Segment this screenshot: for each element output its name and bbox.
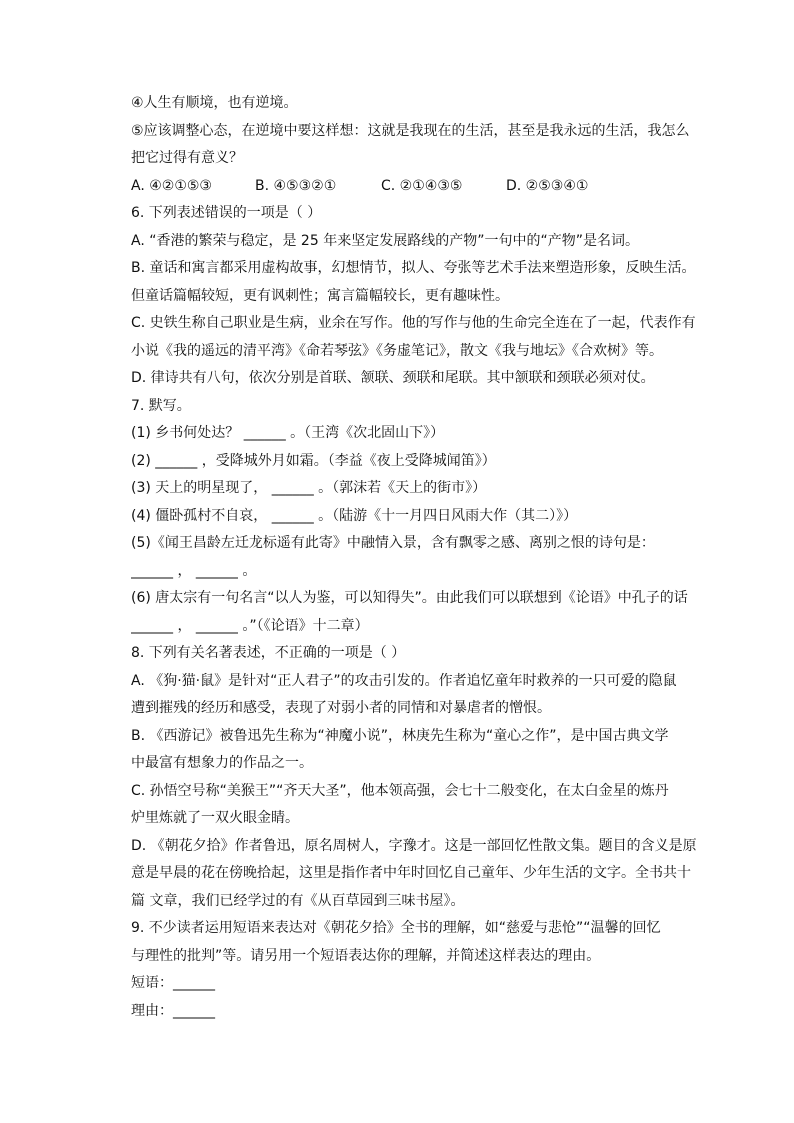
option-c: C. ②①④③⑤	[381, 177, 463, 194]
question-7-stem: 7. 默写。	[131, 397, 191, 414]
question-7-sub-6-line-1: (6) 唐太宗有一句名言“以人为鉴，可以知得失”。由此我们可以联想到《论语》中孔子的话	[131, 590, 688, 606]
question-7-sub-1: (1) 乡书何处达？ ______ 。（王湾《次北固山下》）	[131, 425, 445, 441]
sentence-item-4: ④人生有顺境，也有逆境。	[131, 95, 298, 111]
question-8-option-d-line-1: D. 《朝花夕拾》作者鲁迅，原名周树人，字豫才。这是一部回忆性散文集。题目的含义是原	[131, 837, 697, 854]
question-6-option-c-line-2: 小说《我的遥远的清平湾》《命若琴弦》《务虚笔记》，散文《我与地坛》《合欢树》等。	[131, 342, 663, 359]
question-6-stem: 6. 下列表述错误的一项是（ ）	[131, 205, 322, 221]
question-8-option-d-line-3: 篇 文章，我们已经学过的有《从百草园到三味书屋》。	[131, 892, 465, 909]
sentence-item-5-line-1: ⑤应该调整心态，在逆境中要这样想：这就是我现在的生活，甚至是我永远的生活，我怎么	[131, 122, 690, 139]
question-8-option-b-line-1: B. 《西游记》被鲁迅先生称为“神魔小说”，林庚先生称为“童心之作”，是中国古典文学	[131, 727, 669, 744]
question-9-reason-answer: 理由：______	[131, 1002, 215, 1019]
question-7-sub-5-blanks: ______ ， ______ 。	[131, 562, 257, 579]
question-8-option-b-line-2: 中最富有想象力的作品之一。	[131, 755, 313, 771]
question-9-stem-line-1: 9. 不少读者运用短语来表达对《朝花夕拾》全书的理解，如“慈爱与悲怆”“温馨的回忆	[131, 920, 661, 936]
question-8-stem: 8. 下列有关名著表述，不正确的一项是（ ）	[131, 645, 406, 661]
question-6-option-c-line-1: C. 史铁生称自己职业是生病，业余在写作。他的写作与他的生命完全连在了一起，代表作有	[131, 315, 696, 331]
question-6-option-b-line-1: B. 童话和寓言都采用虚构故事，幻想情节，拟人、夸张等艺术手法来塑造形象，反映生活。	[131, 260, 696, 276]
question-5-options	[131, 173, 701, 201]
question-6-option-a: A. “香港的繁荣与稳定，是 25 年来坚定发展路线的产物”一句中的“产物”是名词。	[131, 232, 639, 249]
sentence-item-5-line-2: 把它过得有意义？	[131, 150, 243, 166]
question-8-option-c-line-2: 炉里炼就了一双火眼金睛。	[131, 810, 299, 826]
question-8-option-c-line-1: C. 孙悟空号称“美猴王”“齐天大圣”，他本领高强，会七十二般变化，在太白金星的炼丹	[131, 782, 669, 799]
option-b: B. ④⑤③②①	[255, 177, 337, 194]
option-a: A. ④②①⑤③	[131, 177, 212, 194]
question-8-option-d-line-2: 意是早晨的花在傍晚拾起，这里是指作者中年时回忆自己童年、少年生活的文字。全书共十	[131, 865, 691, 881]
question-6-option-b-line-2: 但童话篇幅较短，更有讽刺性；寓言篇幅较长，更有趣味性。	[131, 287, 509, 304]
question-9-phrase-answer: 短语：______	[131, 975, 215, 991]
question-6-option-d: D. 律诗共有八句，依次分别是首联、颔联、颈联和尾联。其中颔联和颈联必须对仗。	[131, 370, 655, 386]
question-8-option-a-line-1: A. 《狗·猫·鼠》是针对“正人君子”的攻击引发的。作者追忆童年时救养的一只可爱的隐鼠	[131, 672, 677, 689]
question-7-sub-6-blanks: ______ ， ______ 。”（《论语》十二章）	[131, 617, 369, 634]
question-7-sub-4: (4) 僵卧孤村不自哀， ______ 。（陆游《十一月四日风雨大作（其二）》）	[131, 507, 578, 524]
question-7-sub-2: (2) ______ ，受降城外月如霜。（李益《夜上受降城闻笛》）	[131, 452, 496, 469]
question-9-stem-line-2: 与理性的批判”等。请另用一个短语表达你的理解，并简述这样表达的理由。	[131, 947, 601, 964]
question-8-option-a-line-2: 遭到摧残的经历和感受，表现了对弱小者的同情和对暴虐者的憎恨。	[131, 700, 551, 716]
question-7-sub-3: (3) 天上的明星现了， ______ 。（郭沫若《天上的街市》）	[131, 480, 487, 496]
question-7-sub-5-line-1: (5)《闻王昌龄左迁龙标遥有此寄》中融情入景，含有飘零之感、离别之恨的诗句是：	[131, 535, 655, 551]
option-d: D. ②⑤③④①	[506, 177, 589, 194]
exam-page	[131, 90, 701, 1025]
